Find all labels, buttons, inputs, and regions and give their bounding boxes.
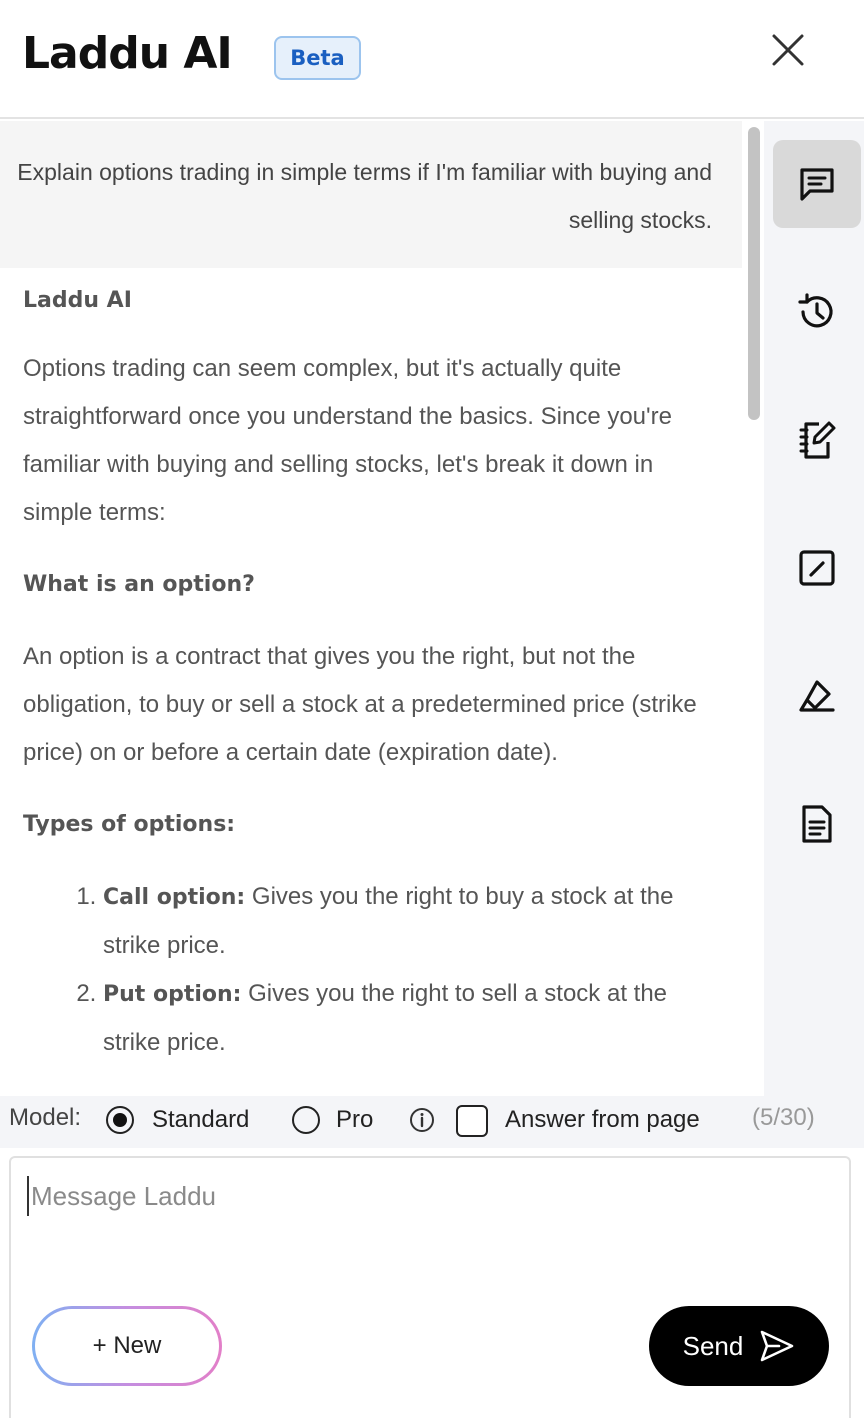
model-selector bbox=[0, 1096, 864, 1148]
send-label: Send bbox=[682, 1330, 744, 1361]
usage-count: (5/30) bbox=[752, 1104, 815, 1131]
sidebar-highlight-button[interactable] bbox=[773, 652, 861, 740]
notebook-icon bbox=[795, 418, 839, 462]
user-message-text: Explain options trading in simple terms if I'm familiar with buying and selling stocks. bbox=[17, 159, 712, 233]
app-title: Laddu AI bbox=[22, 28, 232, 79]
close-icon bbox=[768, 30, 808, 70]
ai-sender-name: Laddu AI bbox=[23, 288, 132, 313]
header bbox=[0, 0, 864, 119]
list-item-term: Call option: bbox=[103, 885, 246, 910]
close-button[interactable] bbox=[768, 30, 808, 70]
pro-radio[interactable] bbox=[292, 1106, 320, 1134]
list-item-text: Gives you the right to buy a stock at the strike price. bbox=[103, 883, 674, 959]
send-button[interactable] bbox=[649, 1306, 829, 1386]
standard-radio[interactable] bbox=[106, 1106, 134, 1134]
sidebar-history-button[interactable] bbox=[773, 268, 861, 356]
ai-response bbox=[23, 281, 723, 1067]
sidebar-edit-button[interactable] bbox=[773, 524, 861, 612]
history-icon bbox=[795, 290, 839, 334]
document-icon bbox=[795, 802, 839, 846]
highlighter-icon bbox=[795, 674, 839, 718]
beta-badge: Beta bbox=[274, 36, 361, 80]
chat-area[interactable] bbox=[0, 121, 764, 1096]
list-item bbox=[103, 970, 723, 1067]
user-message bbox=[0, 121, 742, 268]
list-item-term: Put option: bbox=[103, 982, 242, 1007]
new-chat-label: + New bbox=[35, 1309, 219, 1383]
sidebar-notes-button[interactable] bbox=[773, 396, 861, 484]
edit-square-icon bbox=[795, 546, 839, 590]
chat-icon bbox=[795, 162, 839, 206]
answer-from-page-label[interactable]: Answer from page bbox=[505, 1106, 700, 1133]
sidebar-summary-button[interactable] bbox=[773, 780, 861, 868]
options-list bbox=[23, 873, 723, 1067]
send-icon bbox=[759, 1328, 795, 1364]
model-label: Model: bbox=[9, 1104, 82, 1131]
ai-heading-what-is-option: What is an option? bbox=[23, 572, 255, 597]
new-chat-button[interactable] bbox=[32, 1306, 222, 1386]
ai-option-definition: An option is a contract that gives you the right, but not the obligation, to buy or sell a stock at a predetermined price (strike price) on or before a certain date (expiration date). bbox=[23, 643, 697, 766]
standard-label[interactable]: Standard bbox=[152, 1106, 250, 1133]
ai-heading-types: Types of options: bbox=[23, 812, 236, 837]
pro-label[interactable]: Pro bbox=[336, 1106, 374, 1133]
ai-intro-paragraph: Options trading can seem complex, but it's actually quite straightforward once you understand the basics. Since you're familiar with buying and selling stocks, let's break it down in simple terms: bbox=[23, 355, 672, 526]
info-icon[interactable] bbox=[409, 1107, 435, 1133]
list-item-text: Gives you the right to sell a stock at the strike price. bbox=[103, 980, 668, 1056]
message-input[interactable] bbox=[27, 1176, 827, 1216]
chat-scrollbar[interactable] bbox=[748, 127, 760, 420]
sidebar-chat-button[interactable] bbox=[773, 140, 861, 228]
answer-from-page-checkbox[interactable] bbox=[456, 1105, 488, 1137]
list-item bbox=[103, 873, 723, 970]
tool-sidebar bbox=[764, 121, 864, 1096]
